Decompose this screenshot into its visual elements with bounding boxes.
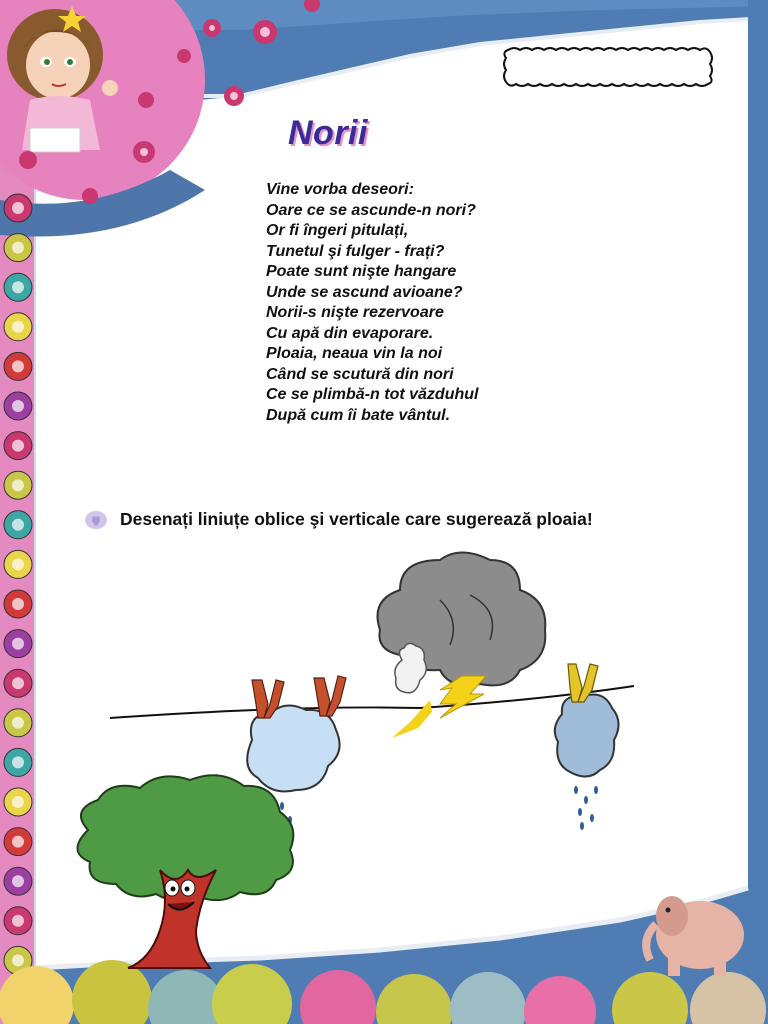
poem-line: Oare ce se ascunde-n nori? bbox=[266, 201, 476, 219]
lightning-icon bbox=[392, 700, 432, 738]
tree-character bbox=[77, 775, 293, 968]
poem-line: Unde se ascund avioane? bbox=[266, 283, 463, 301]
storm-cloud-icon bbox=[378, 553, 546, 693]
poem-line: După cum îi bate vântul. bbox=[266, 406, 451, 424]
poem-line: Cu apă din evaporare. bbox=[266, 324, 434, 342]
cloud-icon bbox=[555, 695, 619, 777]
poem-line: Vine vorba deseori: bbox=[266, 181, 414, 198]
poem-line: Norii-s nişte rezervoare bbox=[266, 304, 444, 321]
poem-line: Ploaia, neaua vin la noi bbox=[266, 345, 443, 362]
poem-line: Când se scutură din nori bbox=[266, 365, 454, 383]
lightning-icon bbox=[440, 676, 486, 718]
poem-line: Or fi îngeri pitulați, bbox=[266, 222, 409, 239]
poem-line: Tunetul şi fulger - frați? bbox=[266, 242, 445, 260]
poem-line: Ce se plimbă-n tot văzduhul bbox=[266, 386, 479, 403]
page-title: Norii bbox=[288, 114, 368, 152]
poem-line: Poate sunt nişte hangare bbox=[266, 263, 457, 280]
instruction-text: Desenați liniuțe oblice şi verticale care sugerează ploaia! bbox=[120, 508, 593, 529]
clothesline bbox=[110, 686, 634, 718]
